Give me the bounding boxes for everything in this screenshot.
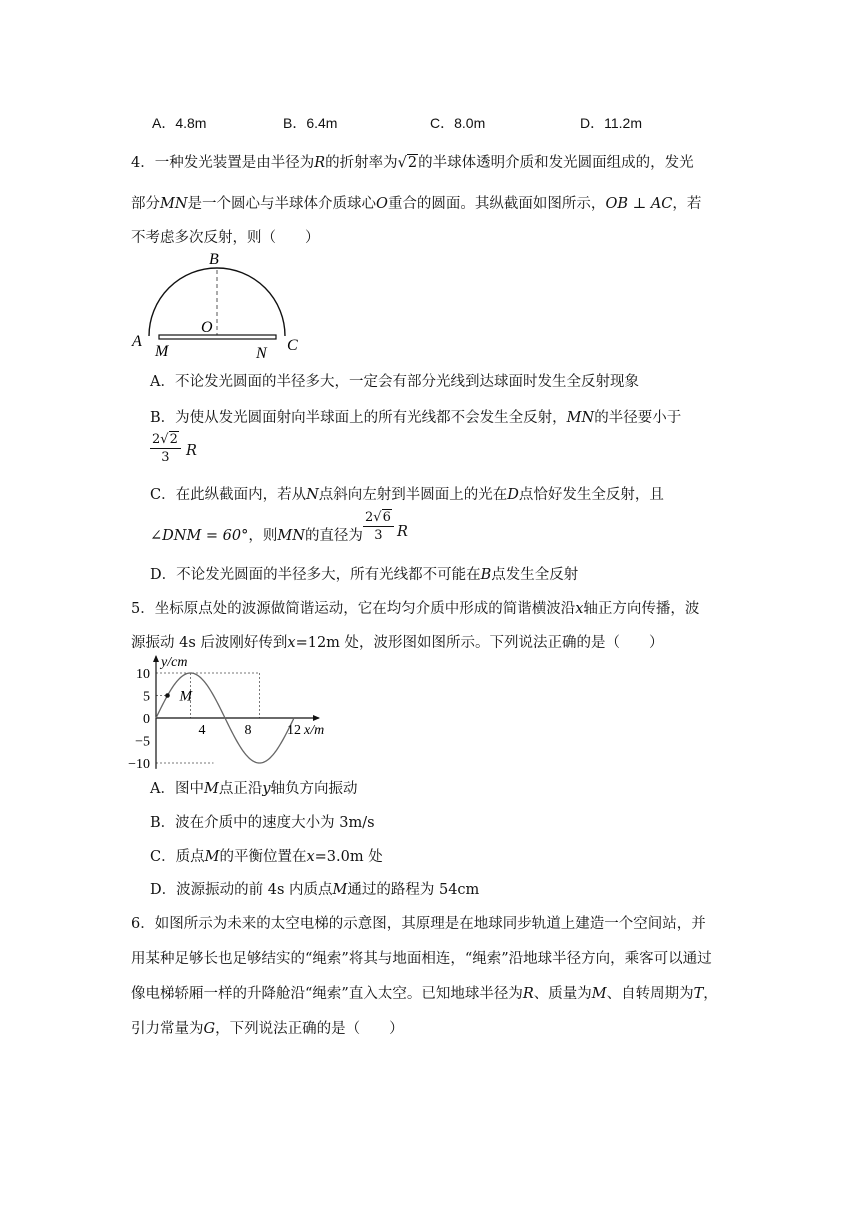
label-C: C bbox=[287, 337, 298, 354]
q4-stem-line2: 部分MN是一个圆心与半球体介质球心O重合的圆面。其纵截面如图所示，OB ⊥ AC，若 bbox=[131, 196, 702, 212]
sqrt-2: √2 bbox=[397, 155, 418, 171]
fraction-2sqrt2-over-3: $\frac{2√2}{3}$ bbox=[150, 432, 181, 465]
q3-option-c: C．8.0m bbox=[430, 115, 486, 131]
q4-option-c-line2: ∠DNM = 60°，则MN的直径为 bbox=[150, 528, 363, 544]
q3-option-b: B．6.4m bbox=[283, 115, 338, 131]
y-tick-label: 5 bbox=[143, 689, 150, 705]
q6-stem-line4: 引力常量为G，下列说法正确的是（ ） bbox=[131, 1021, 404, 1037]
q4-option-b-r: R bbox=[186, 443, 197, 459]
q6-stem-line1: 6．如图所示为未来的太空电梯的示意图，其原理是在地球同步轨道上建造一个空间站，并 bbox=[131, 916, 706, 932]
point-m-marker bbox=[165, 693, 170, 698]
q4-option-b: B．为使从发光圆面射向半球面上的所有光线都不会发生全反射，MN的半径要小于 bbox=[150, 410, 682, 426]
point-m-label: M bbox=[179, 688, 192, 705]
y-tick-label: −5 bbox=[135, 734, 150, 750]
q5-stem-line1: 5．坐标原点处的波源做简谐运动，它在均匀介质中形成的简谐横波沿x轴正方向传播，波 bbox=[131, 601, 700, 617]
x-axis-arrow bbox=[313, 715, 320, 721]
q4-option-d: D．不论发光圆面的半径多大，所有光线都不可能在B点发生全反射 bbox=[150, 567, 579, 583]
fraction-2sqrt6-over-3: $\frac{2√6}{3}$ bbox=[363, 510, 394, 543]
x-tick-label: 12 bbox=[287, 723, 301, 738]
q6-stem-line3: 像电梯轿厢一样的升降舱沿“绳索”直入太空。已知地球半径为R、质量为M、自转周期为T， bbox=[131, 986, 718, 1002]
q4-option-a: A．不论发光圆面的半径多大，一定会有部分光线到达球面时发生全反射现象 bbox=[150, 374, 639, 390]
q5-option-c: C．质点M的平衡位置在x=3.0m 处 bbox=[150, 849, 383, 865]
q5-stem-line2: 源振动 4s 后波刚好传到x=12m 处，波形图如图所示。下列说法正确的是（ ） bbox=[131, 635, 664, 651]
q4-option-c-r: R bbox=[397, 524, 408, 540]
q5-option-d: D．波源振动的前 4s 内质点M通过的路程为 54cm bbox=[150, 882, 480, 898]
q4-hemisphere-figure bbox=[125, 248, 310, 363]
y-axis-arrow bbox=[153, 655, 159, 662]
q4-stem-line3: 不考虑多次反射，则（ ） bbox=[131, 230, 320, 246]
x-tick-label: 4 bbox=[198, 723, 206, 738]
y-tick-label: −10 bbox=[128, 757, 150, 772]
q3-option-d: D．11.2m bbox=[580, 115, 642, 131]
label-B: B bbox=[209, 251, 219, 268]
label-N: N bbox=[256, 345, 267, 362]
x-axis-label: x/m bbox=[304, 723, 325, 738]
y-axis-label: y/cm bbox=[161, 655, 188, 670]
q4-stem-line1: 4．一种发光装置是由半径为R的折射率为√2的半球体透明介质和发光圆面组成的，发光 bbox=[131, 155, 694, 171]
y-tick-label: 10 bbox=[136, 667, 150, 682]
q4-option-c-line1: C．在此纵截面内，若从N点斜向左射到半圆面上的光在D点恰好发生全反射，且 bbox=[150, 487, 664, 503]
q5-wave-chart bbox=[124, 652, 339, 777]
q3-option-a: A．4.8m bbox=[152, 115, 207, 131]
light-disk-mn bbox=[159, 335, 276, 339]
q5-option-a: A．图中M点正沿y轴负方向振动 bbox=[150, 781, 358, 797]
label-A: A bbox=[132, 333, 142, 350]
label-M: M bbox=[155, 343, 169, 360]
q5-option-b: B．波在介质中的速度大小为 3m/s bbox=[150, 815, 375, 831]
y-tick-label: 0 bbox=[143, 712, 150, 727]
q6-stem-line2: 用某种足够长也足够结实的“绳索”将其与地面相连，“绳索”沿地球半径方向，乘客可以通过 bbox=[131, 951, 712, 967]
label-O: O bbox=[201, 319, 213, 336]
x-tick-label: 8 bbox=[244, 723, 252, 738]
